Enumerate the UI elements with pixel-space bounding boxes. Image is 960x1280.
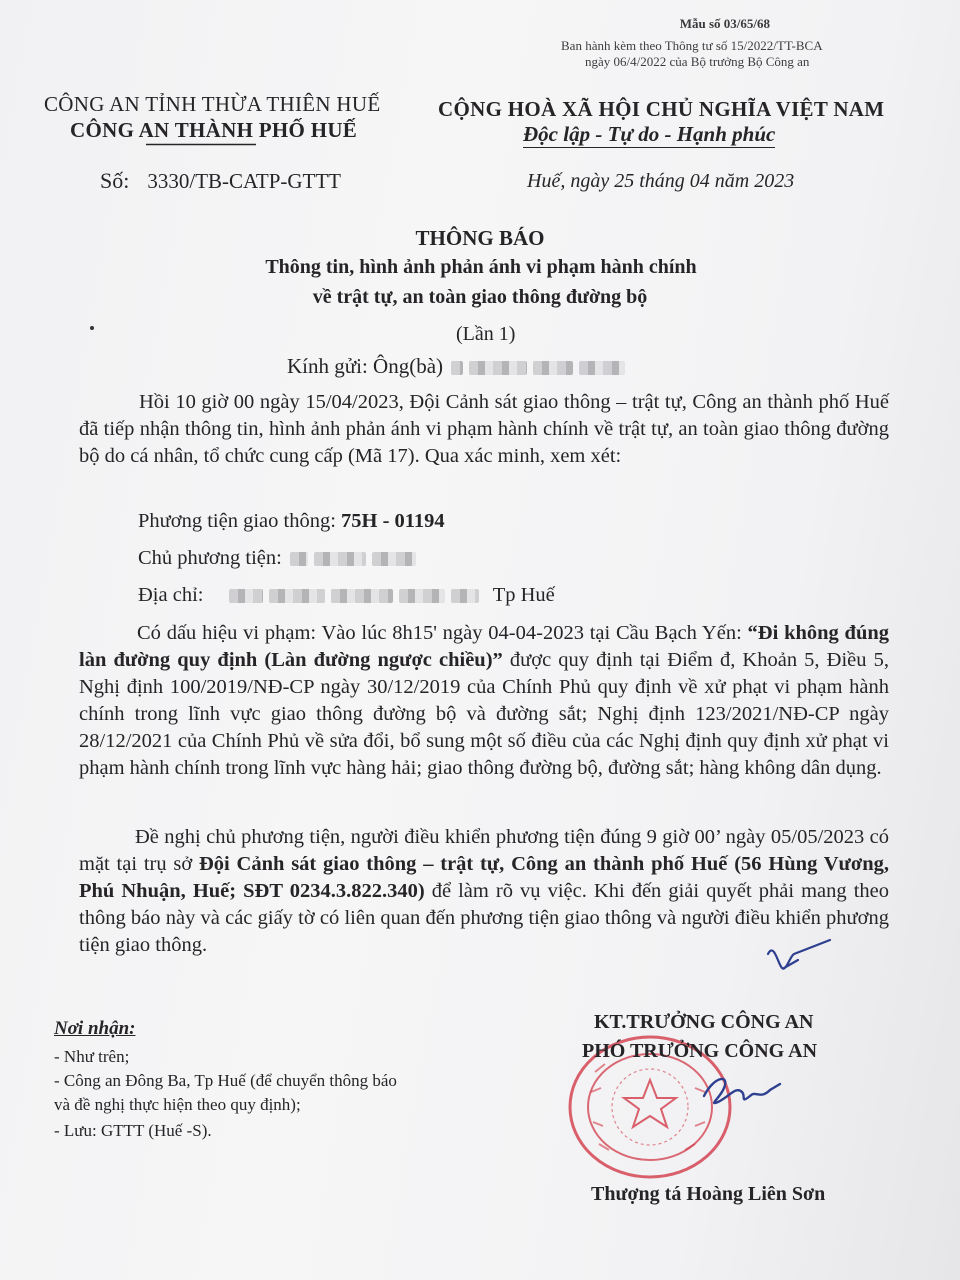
agency-underline	[146, 143, 256, 146]
handwritten-signature	[696, 1066, 786, 1114]
vehicle-plate: 75H - 01194	[341, 510, 445, 532]
redacted-owner	[372, 552, 416, 566]
recipient-line	[287, 354, 628, 379]
redacted-address	[399, 589, 445, 603]
document-subtitle-1: Thông tin, hình ảnh phản ánh vi phạm hành chính	[265, 256, 697, 278]
attempt-number: (Lần 1)	[456, 323, 516, 345]
recipient-item: và đề nghị thực hiện theo quy định);	[54, 1095, 301, 1114]
recipients-heading-text: Nơi nhận:	[54, 1018, 136, 1039]
form-issued-line2: ngày 06/4/2022 của Bộ trưởng Bộ Công an	[585, 54, 810, 69]
address-label: Địa chỉ:	[138, 584, 204, 606]
signer-name: Thượng tá Hoàng Liên Sơn	[591, 1183, 826, 1205]
number-label: Số:	[100, 168, 130, 193]
redacted-name	[469, 361, 527, 375]
redacted-address	[269, 589, 325, 603]
paragraph-violation	[79, 620, 889, 782]
redacted-name	[451, 361, 463, 375]
summons-intro: Đề nghị chủ phương tiện, người điều khiển phương tiện đúng 9 giờ 00’ ngày 05/05/2023 có mặt tại trụ sở	[79, 826, 889, 875]
form-code: Mẫu số 03/65/68	[679, 16, 770, 31]
redacted-name	[579, 361, 625, 375]
owner-line	[138, 547, 419, 570]
owner-label: Chủ phương tiện:	[138, 547, 282, 569]
redacted-owner	[290, 552, 308, 566]
document-number	[100, 168, 341, 194]
document-subtitle-2: về trật tự, an toàn giao thông đường bộ	[312, 286, 648, 308]
address-city: Tp Huế	[492, 584, 555, 606]
paragraph-intro	[79, 389, 889, 470]
number-value: 3330/TB-CATP-GTTT	[147, 169, 342, 193]
address-line	[138, 584, 555, 607]
redacted-address	[229, 589, 263, 603]
violation-intro: Có dấu hiệu vi phạm: Vào lúc 8h15' ngày 04-04-2023 tại Cầu Bạch Yến:	[137, 622, 748, 644]
agency-name: CÔNG AN THÀNH PHỐ HUẾ	[70, 118, 358, 142]
paragraph-intro-text: Hồi 10 giờ 00 ngày 15/04/2023, Đội Cảnh sát giao thông – trật tự, Công an thành phố Huế đã tiếp nhận thông tin, hình ảnh phản ánh vi phạm hành chính về trật tự, an toàn giao thông đường bộ do cá nhân, tổ chức cung cấp (Mã 17). Qua xác minh, xem xét:	[79, 391, 889, 467]
initial-mark	[764, 934, 834, 976]
nation-title: CỘNG HOÀ XÃ HỘI CHỦ NGHĨA VIỆT NAM	[438, 97, 885, 121]
document-date: Huế, ngày 25 tháng 04 năm 2023	[527, 170, 795, 192]
document-title: THÔNG BÁO	[415, 226, 545, 250]
recipients-heading	[54, 1018, 135, 1040]
signature-title: PHÓ TRƯỞNG CÔNG AN	[582, 1040, 818, 1062]
violation-legal-basis: được quy định tại Điểm đ, Khoản 5, Điều 5, Nghị định 100/2019/NĐ-CP ngày 30/12/2019 của Chính Phủ quy định về xử phạt vi phạm hành chính trong lĩnh vực giao thông đường bộ và đường sắt; Nghị định 123/2021/NĐ-CP ngày 28/12/2021 của Chính Phủ về sửa đổi, bổ sung một số điều của các Nghị định quy định xử phạt vi phạm hành chính trong lĩnh vực hàng hải; giao thông đường bộ, đường sắt; hàng không dân dụng.	[79, 649, 889, 779]
nation-motto-text: Độc lập - Tự do - Hạnh phúc	[523, 122, 776, 146]
nation-motto	[523, 122, 775, 147]
recipient-label: Kính gửi: Ông(bà)	[287, 354, 444, 378]
agency-parent: CÔNG AN TỈNH THỪA THIÊN HUẾ	[44, 92, 381, 116]
summons-office: Đội Cảnh sát giao thông – trật tự, Công an thành phố Huế (56 Hùng Vương, Phú Nhuận, Huế; SĐT 0234.3.822.340)	[79, 853, 889, 902]
paper-speck	[90, 326, 94, 330]
recipient-item: - Công an Đông Ba, Tp Huế (để chuyển thông báo	[54, 1071, 397, 1090]
redacted-name	[533, 361, 573, 375]
vehicle-line	[138, 510, 445, 533]
redacted-address	[331, 589, 393, 603]
redacted-owner	[314, 552, 366, 566]
redacted-address	[451, 589, 479, 603]
violation-description: “Đi không đúng làn đường quy định (Làn đường ngược chiều)”	[79, 622, 889, 671]
summons-rest: để làm rõ vụ việc. Khi đến giải quyết phải mang theo thông báo này và các giấy tờ có liên quan đến phương tiện giao thông và người điều khiển phương tiện giao thông.	[79, 880, 889, 956]
recipient-item: - Lưu: GTTT (Huế -S).	[54, 1121, 212, 1140]
form-issued-line1: Ban hành kèm theo Thông tư số 15/2022/TT-BCA	[561, 38, 823, 53]
vehicle-label: Phương tiện giao thông:	[138, 510, 336, 532]
signature-authority: KT.TRƯỞNG CÔNG AN	[594, 1011, 814, 1033]
recipient-item: - Như trên;	[54, 1047, 130, 1066]
